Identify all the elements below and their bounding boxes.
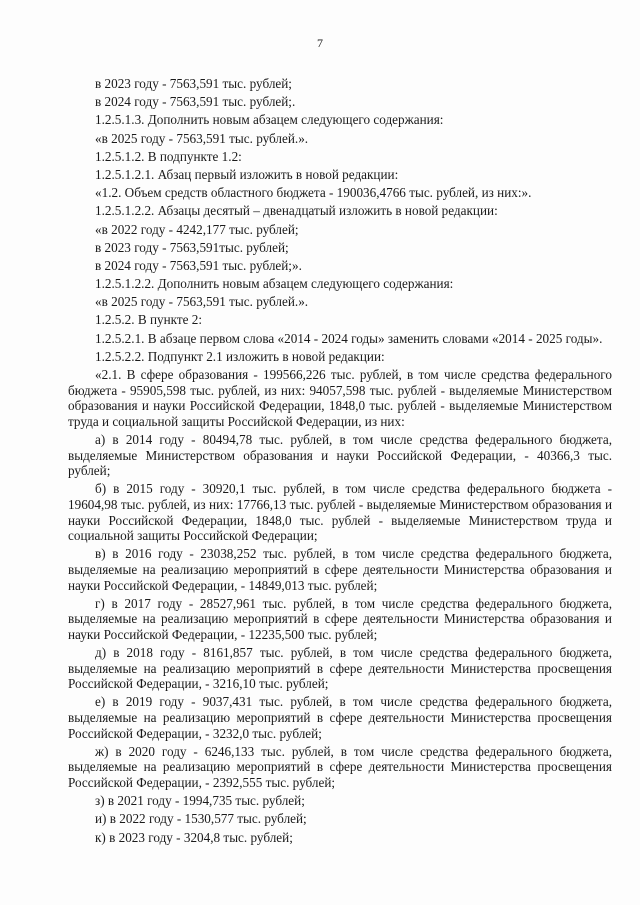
paragraph-26: и) в 2022 году - 1530,577 тыс. рублей; (95, 811, 307, 827)
paragraph-7: «1.2. Объем средств областного бюджета - 190036,4766 тыс. рублей, из них:». (95, 185, 532, 201)
page-number: 7 (317, 36, 323, 50)
document-body (68, 76, 612, 845)
paragraph-4: «в 2025 году - 7563,591 тыс. рублей.». (95, 130, 309, 146)
paragraph-25: з) в 2021 году - 1994,735 тыс. рублей; (95, 793, 305, 809)
paragraph-14: 1.2.5.2. В пункте 2: (95, 312, 203, 328)
paragraph-17: «2.1. В сфере образования - 199566,226 тыс. рублей, в том числе средства федерального бюджета - 95905,598 тыс. рублей, из них: 94057,598 тыс. рублей - выделяемые Министерством образования и науки Российской Федерации, 1848,0 тыс. рублей - выделяемые Министерством труда и социальной защиты Российской Федерации, из них: (68, 367, 612, 429)
paragraph-11: в 2024 году - 7563,591 тыс. рублей;». (95, 257, 302, 273)
paragraph-1: в 2023 году - 7563,591 тыс. рублей; (95, 76, 292, 91)
paragraph-6: 1.2.5.1.2.1. Абзац первый изложить в новой редакции: (95, 166, 399, 182)
paragraph-9: «в 2022 году - 4242,177 тыс. рублей; (95, 221, 299, 237)
paragraph-3: 1.2.5.1.3. Дополнить новым абзацем следующего содержания: (95, 112, 444, 128)
paragraph-8: 1.2.5.1.2.2. Абзацы десятый – двенадцатый изложить в новой редакции: (95, 203, 498, 219)
paragraph-5: 1.2.5.1.2. В подпункте 1.2: (95, 148, 242, 164)
paragraph-18: а) в 2014 году - 80494,78 тыс. рублей, в том числе средства федерального бюджета, выделяемые Министерством образования и науки Российской Федерации, - 40366,3 тыс. рублей; (68, 431, 612, 479)
paragraph-20: в) в 2016 году - 23038,252 тыс. рублей, в том числе средства федерального бюджета, выделяемые на реализацию мероприятий в сфере деятельности Министерства образования и науки Российской Федерации, - 14849,013 тыс. рублей; (68, 546, 612, 593)
paragraph-22: д) в 2018 году - 8161,857 тыс. рублей, в том числе средства федерального бюджета, выделяемые на реализацию мероприятий в сфере деятельности Министерства просвещения Российской Федерации, - 3216,10 тыс. рублей; (68, 645, 612, 692)
paragraph-23: е) в 2019 году - 9037,431 тыс. рублей, в том числе средства федерального бюджета, выделяемые на реализацию мероприятий в сфере деятельности Министерства просвещения Российской Федерации, - 3232,0 тыс. рублей; (68, 694, 612, 741)
paragraph-21: г) в 2017 году - 28527,961 тыс. рублей, в том числе средства федерального бюджета, выделяемые на реализацию мероприятий в сфере деятельности Министерства образования и науки Российской Федерации, - 12235,500 тыс. рублей; (68, 595, 612, 642)
paragraph-2: в 2024 году - 7563,591 тыс. рублей;. (95, 94, 296, 110)
paragraph-12: 1.2.5.1.2.2. Дополнить новым абзацем следующего содержания: (95, 276, 454, 292)
paragraph-19: б) в 2015 году - 30920,1 тыс. рублей, в том числе средства федерального бюджета - 19604,98 тыс. рублей, из них: 17766,13 тыс. рублей - выделяемые Министерством образования и науки Российской Федерации, 1848,0 тыс. рублей - выделяемые Министерством труда и социальной защиты Российской Федерации; (68, 481, 612, 544)
paragraph-24: ж) в 2020 году - 6246,133 тыс. рублей, в том числе средства федерального бюджета, выделяемые на реализацию мероприятий в сфере деятельности Министерства просвещения Российской Федерации, - 2392,555 тыс. рублей; (68, 743, 612, 790)
paragraph-13: «в 2025 году - 7563,591 тыс. рублей.». (95, 294, 309, 310)
paragraph-10: в 2023 году - 7563,591тыс. рублей; (95, 239, 289, 255)
paragraph-27: к) в 2023 году - 3204,8 тыс. рублей; (95, 829, 293, 845)
paragraph-16: 1.2.5.2.2. Подпункт 2.1 изложить в новой редакции: (95, 348, 385, 364)
paragraph-15: 1.2.5.2.1. В абзаце первом слова «2014 - 2024 годы» заменить словами «2014 - 2025 годы». (95, 330, 603, 346)
